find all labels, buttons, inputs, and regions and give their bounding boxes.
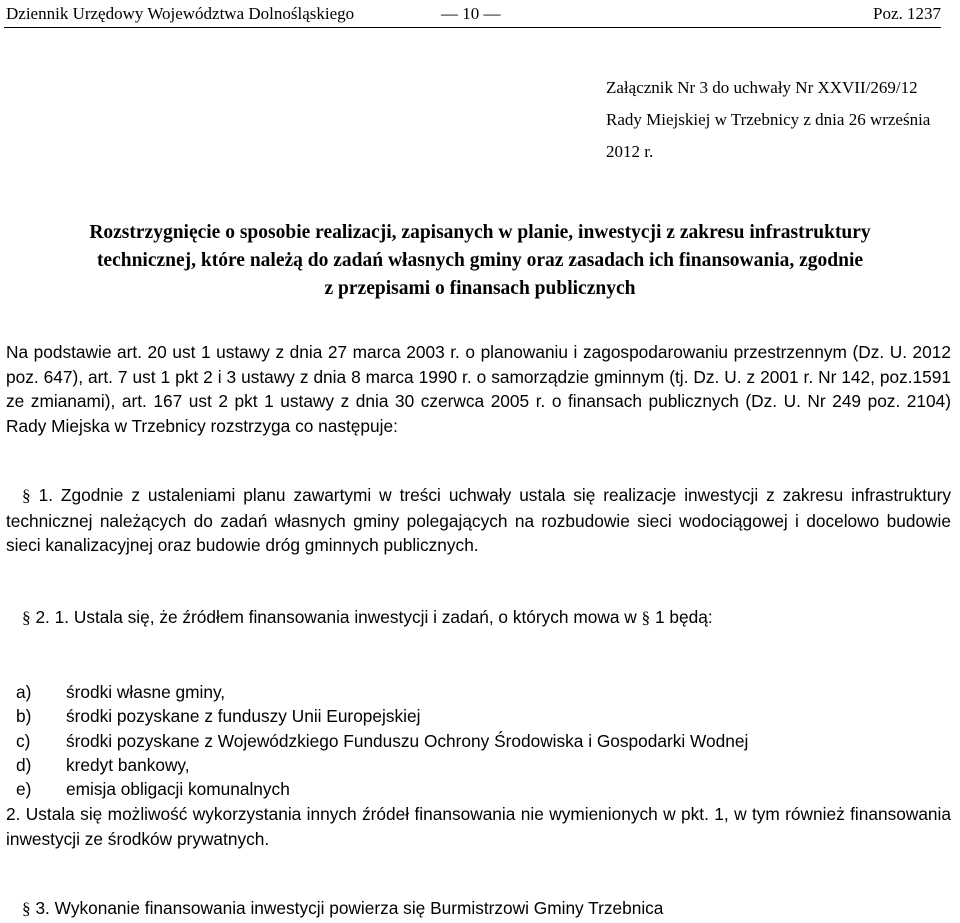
title-line-2: technicznej, które należą do zadań własnych gminy oraz zasadach ich finansowania, zgodnie [96, 250, 864, 271]
section-1-paragraph [6, 483, 951, 558]
list-marker: c) [16, 730, 31, 751]
funding-sources-list [6, 680, 951, 801]
section-2-paragraph [6, 605, 951, 631]
page-number: — 10 — [441, 4, 501, 23]
annex-line-2: Rady Miejskiej w Trzebnicy z dnia 26 września [606, 110, 931, 129]
list-marker: d) [16, 754, 32, 775]
list-marker: b) [16, 706, 32, 727]
list-item-text: kredyt bankowy, [66, 754, 190, 775]
list-item-text: środki pozyskane z funduszy Unii Europejskiej [66, 706, 421, 727]
list-item-text: środki pozyskane z Wojewódzkiego Funduszu Ochrony Środowiska i Gospodarki Wodnej [66, 730, 749, 751]
title-line-1: Rozstrzygnięcie o sposobie realizacji, zapisanych w planie, inwestycji z zakresu infrastruktury [89, 222, 871, 243]
journal-name: Dziennik Urzędowy Województwa Dolnośląskiego [6, 4, 355, 23]
section-3-text: 3. Wykonanie finansowania inwestycji powierza się Burmistrzowi Gminy Trzebnica [30, 898, 664, 918]
list-item [6, 680, 951, 704]
list-item [6, 704, 951, 728]
section-2-text-end: 1 będą: [650, 607, 713, 627]
section-3-paragraph [6, 896, 951, 922]
document-title [20, 219, 940, 303]
header-rule [4, 27, 941, 28]
section-sign-ref: § [641, 608, 651, 627]
page-header [6, 4, 941, 28]
section-sign: § [22, 608, 31, 627]
section-1-text: 1. Zgodnie z ustaleniami planu zawartymi w treści uchwały ustala się realizacje inwestycji z zakresu infrastruktury technicznej należących do zadań własnych gminy polegających na rozbudowie sieci wodociągowej i docelowo budowie sieci kanalizacyjnej oraz budowie dróg gminnych publicznych. [6, 485, 951, 556]
list-marker: a) [16, 682, 32, 702]
list-item-text: emisja obligacji komunalnych [66, 779, 290, 800]
annex-line-1: Załącznik Nr 3 do uchwały Nr XXVII/269/12 [606, 78, 918, 97]
legal-basis-paragraph: Na podstawie art. 20 ust 1 ustawy z dnia 27 marca 2003 r. o planowaniu i zagospodarowaniu przestrzennym (Dz. U. 2012 poz. 647), art. 7 ust 1 pkt 2 i 3 ustawy z dnia 8 marca 1990 r. o samorządzie gminnym (tj. Dz. U. z 2001 r. Nr 142, poz.1591 ze zmianami), art. 167 ust 2 pkt 1 ustawy z dnia 30 czerwca 2005 r. o finansach publicznych (Dz. U. Nr 249 poz. 2104) Rady Miejska w Trzebnicy rozstrzyga co następuje: [6, 342, 951, 436]
point-2-paragraph: 2. Ustala się możliwość wykorzystania innych źródeł finansowania nie wymienionych w pkt. 1, w tym również finansowania inwestycji ze środków prywatnych. [6, 804, 951, 849]
section-sign: § [22, 899, 31, 918]
title-line-3: z przepisami o finansach publicznych [324, 278, 636, 299]
annex-note [606, 72, 936, 168]
list-item-text: środki własne gminy, [66, 682, 226, 702]
position-number: Poz. 1237 [873, 4, 941, 23]
list-item [6, 777, 951, 801]
list-item [6, 753, 951, 777]
annex-line-3: 2012 r. [606, 142, 654, 161]
list-marker: e) [16, 779, 32, 800]
list-item [6, 729, 951, 753]
section-sign: § [22, 486, 31, 505]
section-2-text: 2. 1. Ustala się, że źródłem finansowania inwestycji i zadań, o których mowa w [30, 607, 642, 627]
